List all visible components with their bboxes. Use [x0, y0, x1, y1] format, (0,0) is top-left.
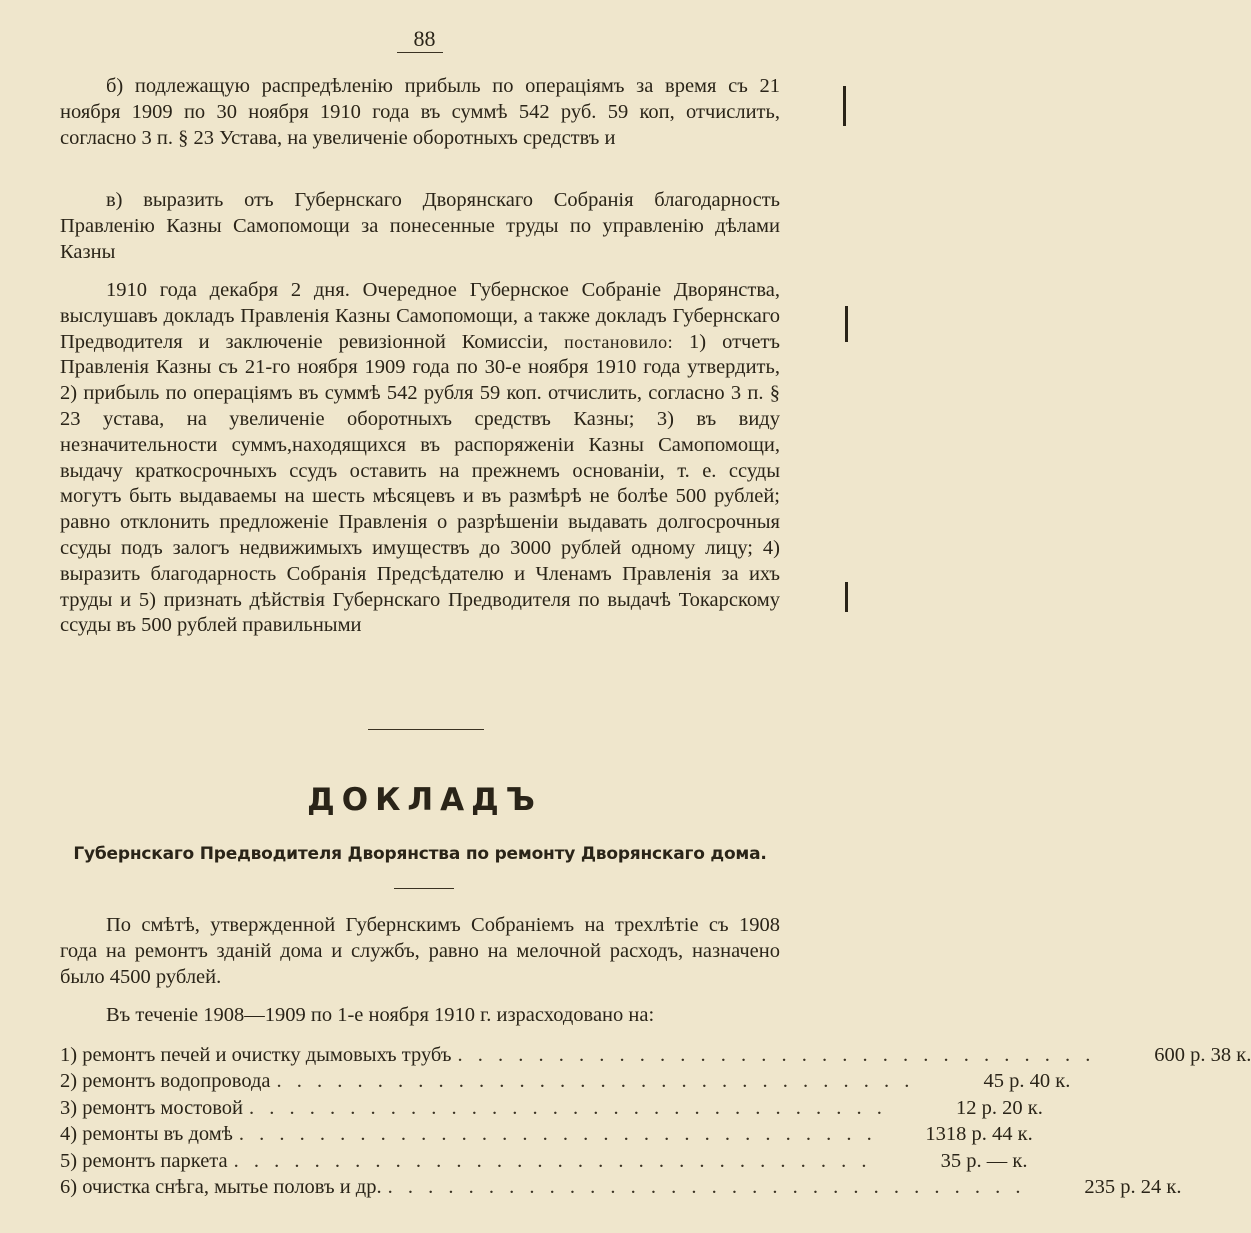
report-title: ДОКЛАДЪ — [307, 782, 542, 818]
expense-description: 5) ремонтъ паркета — [60, 1149, 228, 1172]
expense-item — [60, 1174, 1182, 1200]
expense-amount: 1318 р. 44 к. — [925, 1123, 1033, 1146]
expense-description: 2) ремонтъ водопровода — [60, 1070, 271, 1093]
margin-mark — [843, 86, 846, 126]
expense-description: 3) ремонтъ мостовой — [60, 1096, 243, 1119]
expense-amount: 235 р. 24 к. — [1084, 1176, 1182, 1199]
paragraph-v: в) выразить отъ Губернскаго Дворянскаго Собранія благодарность Правленію Казны Самопомощи за понесенные труды по управленію дѣлами Казны — [60, 189, 780, 263]
expense-description: 1) ремонтъ печей и очистку дымовыхъ трубъ — [60, 1044, 452, 1066]
expense-item — [60, 1121, 1033, 1147]
expense-amount: 45 р. 40 к. — [983, 1070, 1071, 1093]
expense-description: 4) ремонты въ домѣ — [60, 1123, 233, 1146]
leader-dots: . . . . . . . . . . . . . . . . . . . . . . . . . . . . . . . . — [238, 1123, 877, 1146]
expense-item — [60, 1095, 1043, 1121]
margin-mark — [845, 582, 848, 612]
leader-dots: . . . . . . . . . . . . . . . . . . . . . . . . . . . . . . . . — [276, 1070, 915, 1093]
resolution-text-start: 1910 года декабря 2 дня. Очередное Губернское Собраніе Дворянства, выслушавъ докладъ Правленія Казны Самопомощи, а также докладъ Губернскаго Предводителя и заключеніе ревизіонной Комиссіи, — [60, 279, 780, 353]
page-number-rule — [397, 52, 443, 53]
resolution-keyword: постановило: — [564, 331, 674, 352]
expense-item — [60, 1068, 1071, 1094]
margin-mark — [845, 306, 848, 342]
leader-dots: . . . . . . . . . . . . . . . . . . . . . . . . . . . . . . . . — [233, 1149, 872, 1172]
expense-amount: 35 р. — к. — [940, 1149, 1028, 1172]
expense-item — [60, 1042, 1251, 1068]
resolution-paragraph — [60, 278, 780, 639]
subtitle-divider — [394, 888, 454, 889]
section-divider — [368, 729, 484, 730]
expense-amount: 600 р. 38 к. — [1154, 1044, 1251, 1066]
expense-item — [60, 1148, 1028, 1174]
page-number: 88 — [413, 26, 436, 51]
expense-description: 6) очистка снѣга, мытье половъ и др. — [60, 1176, 382, 1199]
expense-amount: 12 р. 20 к. — [956, 1096, 1043, 1119]
resolution-text-end: 1) отчетъ Правленія Казны съ 21-го ноября 1909 года по 30-е ноября 1910 года утвердить, 2) прибыль по операціямъ въ суммѣ 542 рубля 59 коп. отчислить, согласно 3 п. § 23 устава, на увеличеніе оборотныхъ средствъ Казны; 3) въ виду незначительности суммъ,находящихся въ распоряженіи Казны Самопомощи, выдачу краткосрочныхъ ссудъ оставить на прежнемъ основаніи, т. е. ссуды могутъ быть выдаваемы на шесть мѣсяцевъ и въ размѣрѣ не болѣе 500 рублей; равно отклонить предложеніе Правленія о разрѣшеніи выдавать долгосрочныя ссуды подъ залогъ недвижимыхъ имуществъ до 3000 рублей одному лицу; 4) выразить благодарность Собранія Предсѣдателю и Членамъ Правленія за ихъ труды и 5) признать дѣйствія Губернскаго Предводителя по выдачѣ Токарскому ссуды въ 500 рублей правильными — [60, 330, 780, 637]
leader-dots: . . . . . . . . . . . . . . . . . . . . . . . . . . . . . . . . — [387, 1176, 1026, 1199]
leader-dots: . . . . . . . . . . . . . . . . . . . . . . . . . . . . . . . . — [457, 1044, 1096, 1066]
spent-intro-paragraph: Въ теченіе 1908—1909 по 1-е ноября 1910 г. израсходовано на: — [106, 1004, 655, 1026]
expense-list — [60, 1042, 1251, 1200]
leader-dots: . . . . . . . . . . . . . . . . . . . . . . . . . . . . . . . . — [248, 1096, 887, 1119]
paragraph-b: б) подлежащую распредѣленію прибыль по операціямъ за время съ 21 ноября 1909 по 30 ноября 1910 года въ суммѣ 542 руб. 59 коп, отчислить, согласно 3 п. § 23 Устава, на увеличеніе оборотныхъ средствъ и — [60, 75, 780, 149]
report-subtitle: Губернскаго Предводителя Дворянства по ремонту Дворянскаго дома. — [73, 844, 767, 864]
estimate-paragraph: По смѣтѣ, утвержденной Губернскимъ Собраніемъ на трехлѣтіе съ 1908 года на ремонтъ зданій дома и службъ, равно на мелочной расходъ, назначено было 4500 рублей. — [60, 914, 780, 988]
